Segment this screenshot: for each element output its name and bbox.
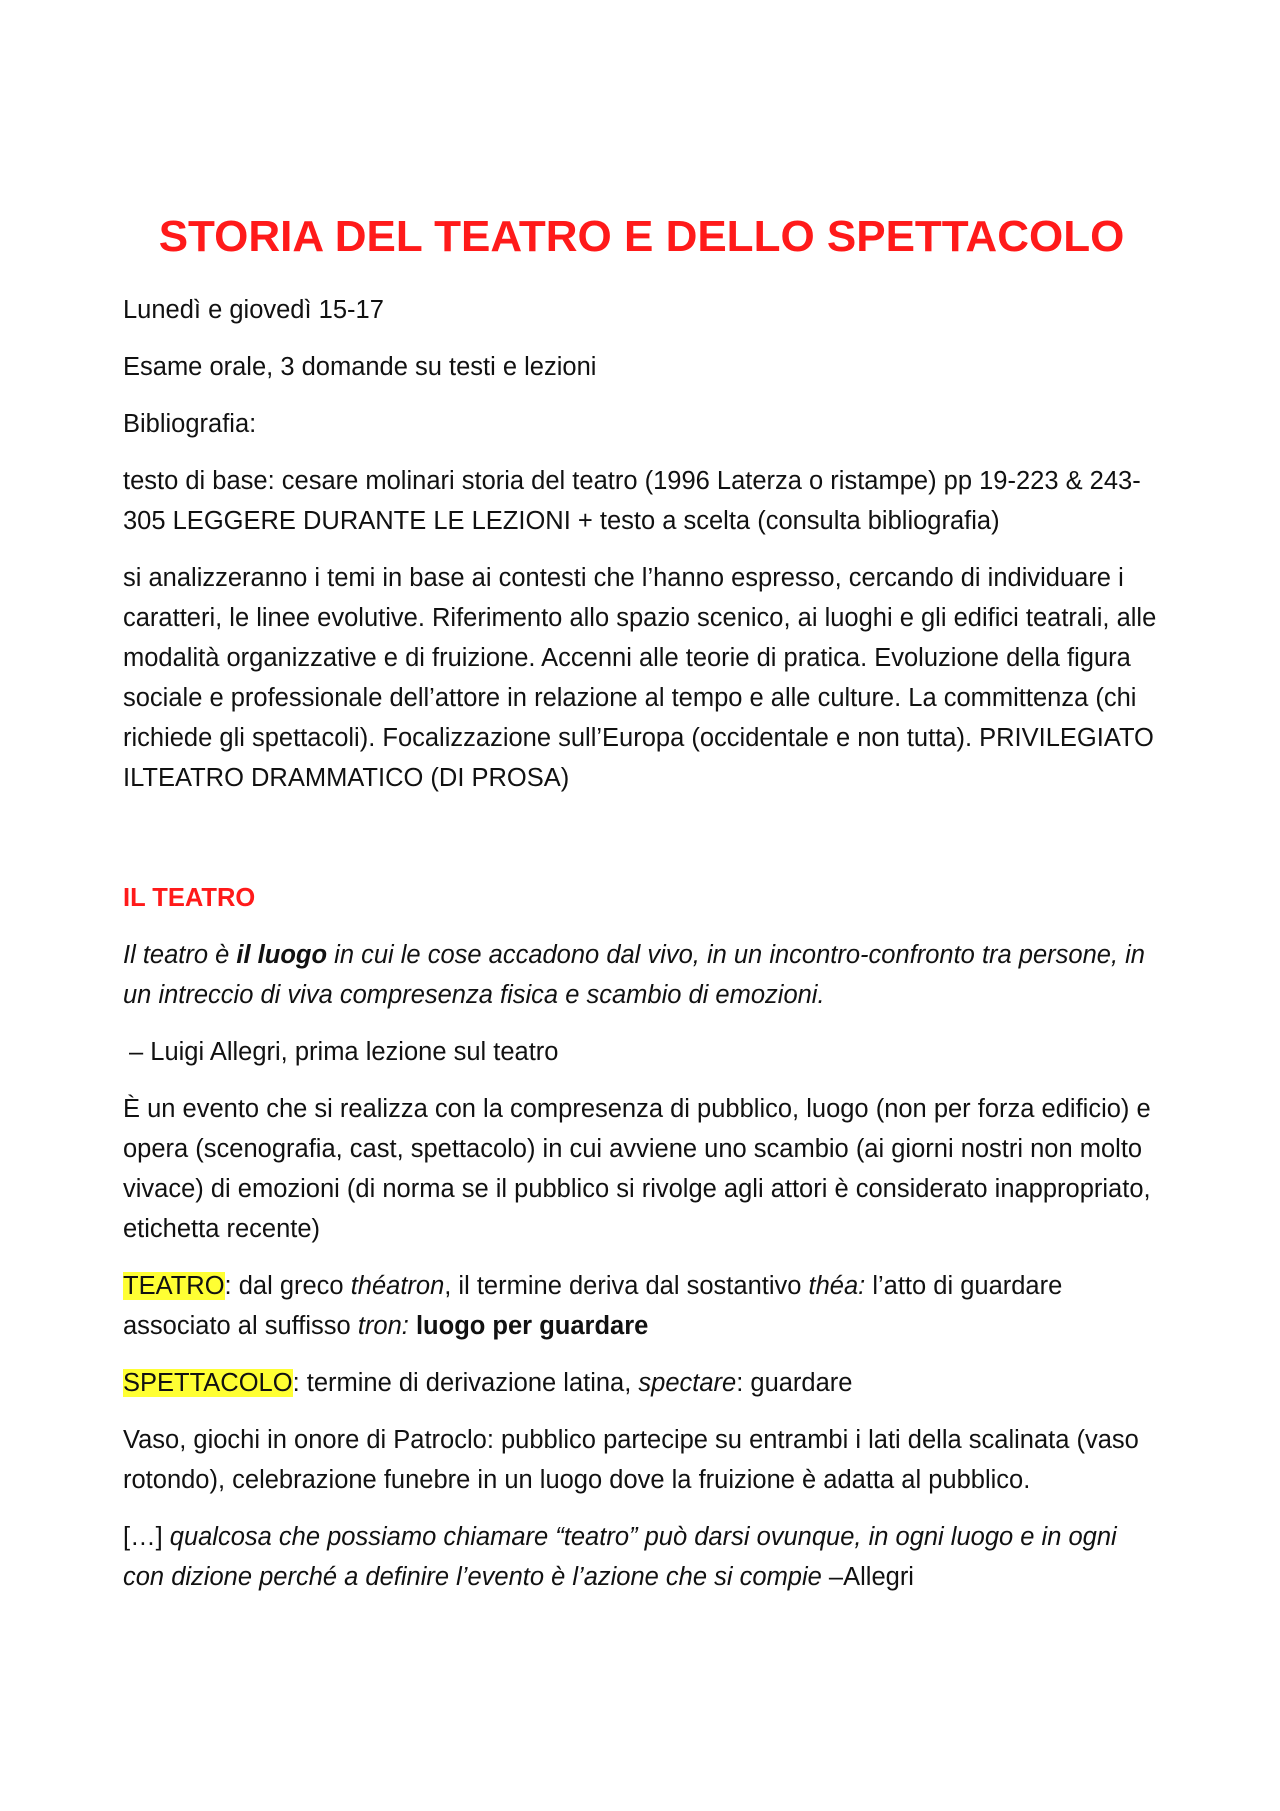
schedule-text: Lunedì e giovedì 15-17: [123, 296, 384, 324]
spettacolo-highlight: SPETTACOLO: [123, 1369, 293, 1397]
teatro-def-tron: tron:: [357, 1312, 409, 1340]
teatro-def-thea: théa:: [808, 1272, 866, 1300]
final-attribution: –Allegri: [821, 1563, 914, 1591]
quote-part-2: in cui le cose accadono dal vivo, in un incontro-confronto tra persone, in un intreccio di viva compresenza fisica e scambio di emozioni.: [123, 941, 1145, 1009]
section-heading: IL TEATRO: [123, 884, 256, 912]
exam-text: Esame orale, 3 domande su testi e lezioni: [123, 353, 597, 381]
base-text-paragraph: testo di base: cesare molinari storia del teatro (1996 Laterza o ristampe) pp 19-223 & 243-305 LEGGERE DURANTE LE LEZIONI + testo a scelta (consulta bibliografia): [123, 467, 1141, 535]
page-title: STORIA DEL TEATRO E DELLO SPETTACOLO: [158, 212, 1125, 261]
spettacolo-def-2: : guardare: [736, 1369, 853, 1397]
teatro-def-2: , il termine deriva dal sostantivo: [444, 1272, 809, 1300]
teatro-def-bold: luogo per guardare: [415, 1312, 649, 1340]
spettacolo-def-latin: spectare: [638, 1369, 737, 1397]
teatro-definition: [123, 1266, 1160, 1346]
final-prefix: […]: [123, 1523, 170, 1551]
course-description-paragraph: si analizzeranno i temi in base ai contesti che l’hanno espresso, cercando di individuare i caratteri, le linee evolutive. Riferimento allo spazio scenico, ai luoghi e gli edifici teatrali, alle modalità organizzative e di fruizione. Accenni alle teorie di pratica. Evoluzione della figura sociale e professionale dell’attore in relazione al tempo e alle culture. La committenza (chi richiede gli spettacoli). Focalizzazione sull’Europa (occidentale e non tutta). PRIVILEGIATO ILTEATRO DRAMMATICO (DI PROSA): [123, 564, 1157, 792]
teatro-def-3: l’atto di guardare associato al suffisso: [123, 1272, 1063, 1340]
allegri-quote: [123, 935, 1160, 1015]
vase-paragraph: Vaso, giochi in onore di Patroclo: pubblico partecipe su entrambi i lati della scalinata (vaso rotondo), celebrazione funebre in un luogo dove la fruizione è adatta al pubblico.: [123, 1426, 1139, 1494]
teatro-highlight: TEATRO: [123, 1272, 225, 1300]
quote-bold: il luogo: [236, 941, 328, 969]
final-quote: qualcosa che possiamo chiamare “teatro” può darsi ovunque, in ogni luogo e in ogni con dizione perché a definire l’evento è l’azione che si compie: [123, 1523, 1117, 1591]
spettacolo-def-1: : termine di derivazione latina,: [292, 1369, 639, 1397]
quote-part-1: Il teatro è: [123, 941, 237, 969]
teatro-def-1: : dal greco: [224, 1272, 351, 1300]
final-quote-paragraph: [123, 1517, 1160, 1597]
quote-attribution: – Luigi Allegri, prima lezione sul teatro: [129, 1038, 559, 1066]
bibliography-label: Bibliografia:: [123, 410, 257, 438]
teatro-def-greek: théatron: [350, 1272, 445, 1300]
event-paragraph: È un evento che si realizza con la compresenza di pubblico, luogo (non per forza edificio) e opera (scenografia, cast, spettacolo) in cui avviene uno scambio (ai giorni nostri non molto vivace) di emozioni (di norma se il pubblico si rivolge agli attori è considerato inappropriato, etichetta recente): [123, 1095, 1151, 1243]
spettacolo-definition: [123, 1363, 1160, 1403]
teatro-def-4: [409, 1312, 416, 1340]
